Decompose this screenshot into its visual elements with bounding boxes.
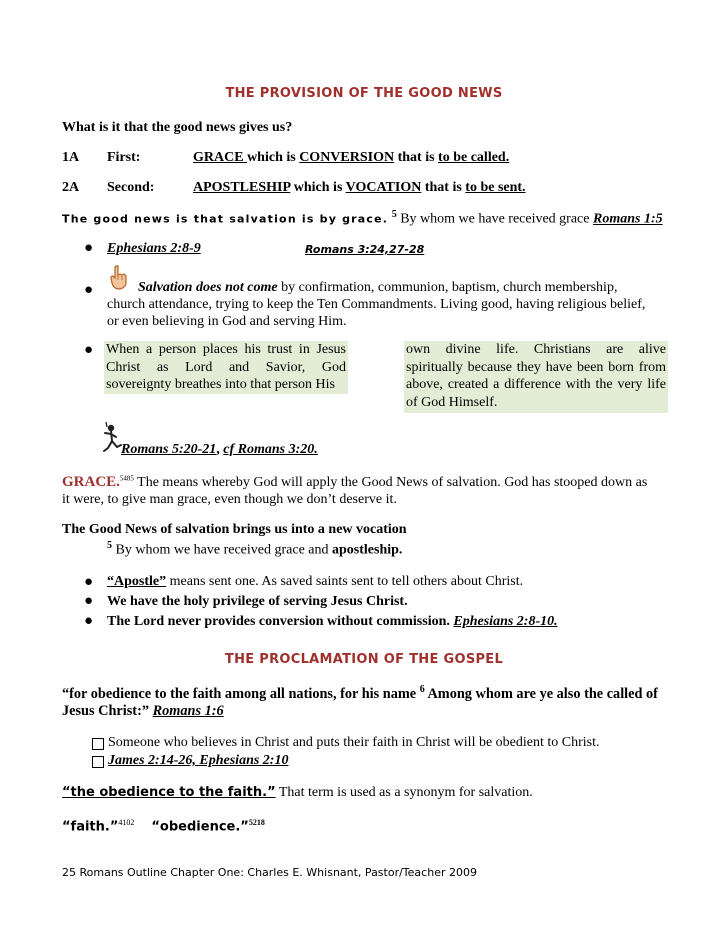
- checkbox-icon: [92, 738, 104, 750]
- grace-statement: The good news is that salvation is by grace.: [62, 212, 389, 226]
- vocation-title: The Good News of salvation brings us into a new vocation: [62, 522, 407, 537]
- check-item-1: Someone who believes in Christ and puts their faith in Christ will be obedient to Christ.: [108, 735, 600, 750]
- row1-which: which is: [247, 150, 300, 165]
- sent-term: to be sent.: [465, 180, 526, 195]
- bullet2-line1: [138, 280, 617, 296]
- quote-verse-num: 6: [419, 684, 425, 695]
- romans-3-20-ref: cf Romans 3:20.: [223, 442, 318, 457]
- trust-column: When a person places his trust in Jesus Christ as Lord and Savior, God sovereignty breathes into that person His: [106, 342, 346, 392]
- faith-strongs: 4102: [118, 818, 135, 827]
- commission-bullet: [107, 614, 558, 630]
- called-term: to be called.: [438, 150, 510, 165]
- romans-1-5-ref: Romans 1:5: [593, 211, 663, 227]
- james-ref: James 2:14-26,: [108, 753, 200, 768]
- grace-verse-text: By whom we have received grace: [396, 211, 593, 227]
- bullet2-text1: by confirmation, communion, baptism, church membership,: [277, 280, 618, 295]
- ephesians-2-8-10-ref: Ephesians 2:8-10.: [453, 614, 558, 629]
- apostle-word: “Apostle”: [107, 574, 167, 589]
- bullet2-line3: or even believing in God and serving Him.: [107, 314, 347, 329]
- bullet-dot: ●: [84, 342, 94, 358]
- row2-label: Second:: [107, 180, 155, 195]
- row1-that: that is: [394, 150, 439, 165]
- vocation-text: By whom we have received grace and: [112, 542, 333, 558]
- romans-3-24-ref: Romans 3:24,27-28: [305, 243, 425, 256]
- grace-def-line1: [62, 474, 647, 491]
- bullet-dot: ●: [84, 613, 94, 629]
- obedience-phrase: “the obedience to the faith.”: [62, 785, 276, 800]
- heading-proclamation: THE PROCLAMATION OF THE GOSPEL: [224, 652, 504, 667]
- check-item-2: [108, 753, 288, 769]
- grace-verse-num: 5: [391, 209, 397, 220]
- obedience-strongs: 5218: [248, 818, 265, 827]
- bullet-dot: ●: [84, 282, 94, 298]
- grace-line: [62, 209, 663, 228]
- apostle-text: means sent one. As saved saints sent to tell others about Christ.: [166, 574, 524, 589]
- quote-text1: “for obedience to the faith among all nations, for his name: [62, 685, 420, 702]
- ref-sep: ,: [216, 442, 224, 457]
- quote-text3: Jesus Christ:”: [62, 703, 153, 719]
- row1-num: 1A: [62, 150, 80, 165]
- divine-life-column: own divine life. Christians are alive spiritually because they have been born from above, created a difference with the very life of God Himself.: [404, 341, 668, 413]
- bullet2-line2: church attendance, trying to keep the Ten Commandments. Living good, having religious belief,: [107, 297, 646, 312]
- faith-word: “faith.”: [62, 819, 119, 835]
- ephesians-2-8-9-ref: Ephesians 2:8-9: [107, 241, 201, 256]
- obedience-line: [62, 785, 533, 801]
- checkbox-icon: [92, 756, 104, 768]
- heading-provision: THE PROVISION OF THE GOOD NEWS: [225, 86, 503, 101]
- romans-5-20-ref: Romans 5:20-21: [121, 442, 217, 457]
- grace-strongs: 5485: [119, 474, 134, 483]
- obedience-text: That term is used as a synonym for salvation.: [275, 785, 533, 800]
- vocation-verse: [107, 540, 402, 559]
- question: What is it that the good news gives us?: [62, 120, 293, 135]
- row2-which: which is: [290, 180, 346, 195]
- ephesians-2-10-ref: Ephesians 2:10: [199, 753, 289, 768]
- conversion-term: CONVERSION: [299, 150, 395, 165]
- quote-line2: [62, 703, 224, 720]
- bullet-dot: ●: [84, 574, 94, 590]
- page-footer: 25 Romans Outline Chapter One: Charles E. Whisnant, Pastor/Teacher 2009: [62, 866, 477, 879]
- bullet-dot: ●: [84, 240, 94, 256]
- privilege-bullet: We have the holy privilege of serving Jesus Christ.: [107, 594, 408, 609]
- row2-that: that is: [421, 180, 466, 195]
- quote-text2: Among whom are ye also the called of: [424, 685, 658, 702]
- grace-def-text1: The means whereby God will apply the Good News of salvation. God has stooped down as: [133, 475, 648, 490]
- words-line: [62, 818, 265, 836]
- grace-def-line2: it were, to give man grace, even though we don’t deserve it.: [62, 492, 397, 507]
- salvation-not: Salvation does not come: [138, 280, 278, 295]
- romans-1-6-ref: Romans 1:6: [152, 703, 224, 719]
- commission-text: The Lord never provides conversion without commission.: [107, 614, 454, 629]
- pointing-hand-icon: [108, 264, 130, 290]
- row1-label: First:: [107, 150, 141, 165]
- apostleship-term: APOSTLESHIP: [193, 180, 291, 195]
- quote-line1: [62, 684, 658, 703]
- grace-term: GRACE: [193, 150, 248, 165]
- apostleship-word: apostleship.: [332, 542, 403, 558]
- vocation-term: VOCATION: [345, 180, 422, 195]
- obedience-word: “obedience.”: [151, 819, 249, 835]
- grace-word: GRACE.: [62, 474, 120, 490]
- row1-text: [193, 150, 509, 166]
- vocation-verse-num: 5: [107, 540, 112, 551]
- row2-text: [193, 180, 526, 196]
- apostle-bullet: [107, 574, 523, 590]
- bullet-dot: ●: [84, 593, 94, 609]
- row2-num: 2A: [62, 180, 80, 195]
- runner-refs: [121, 442, 318, 458]
